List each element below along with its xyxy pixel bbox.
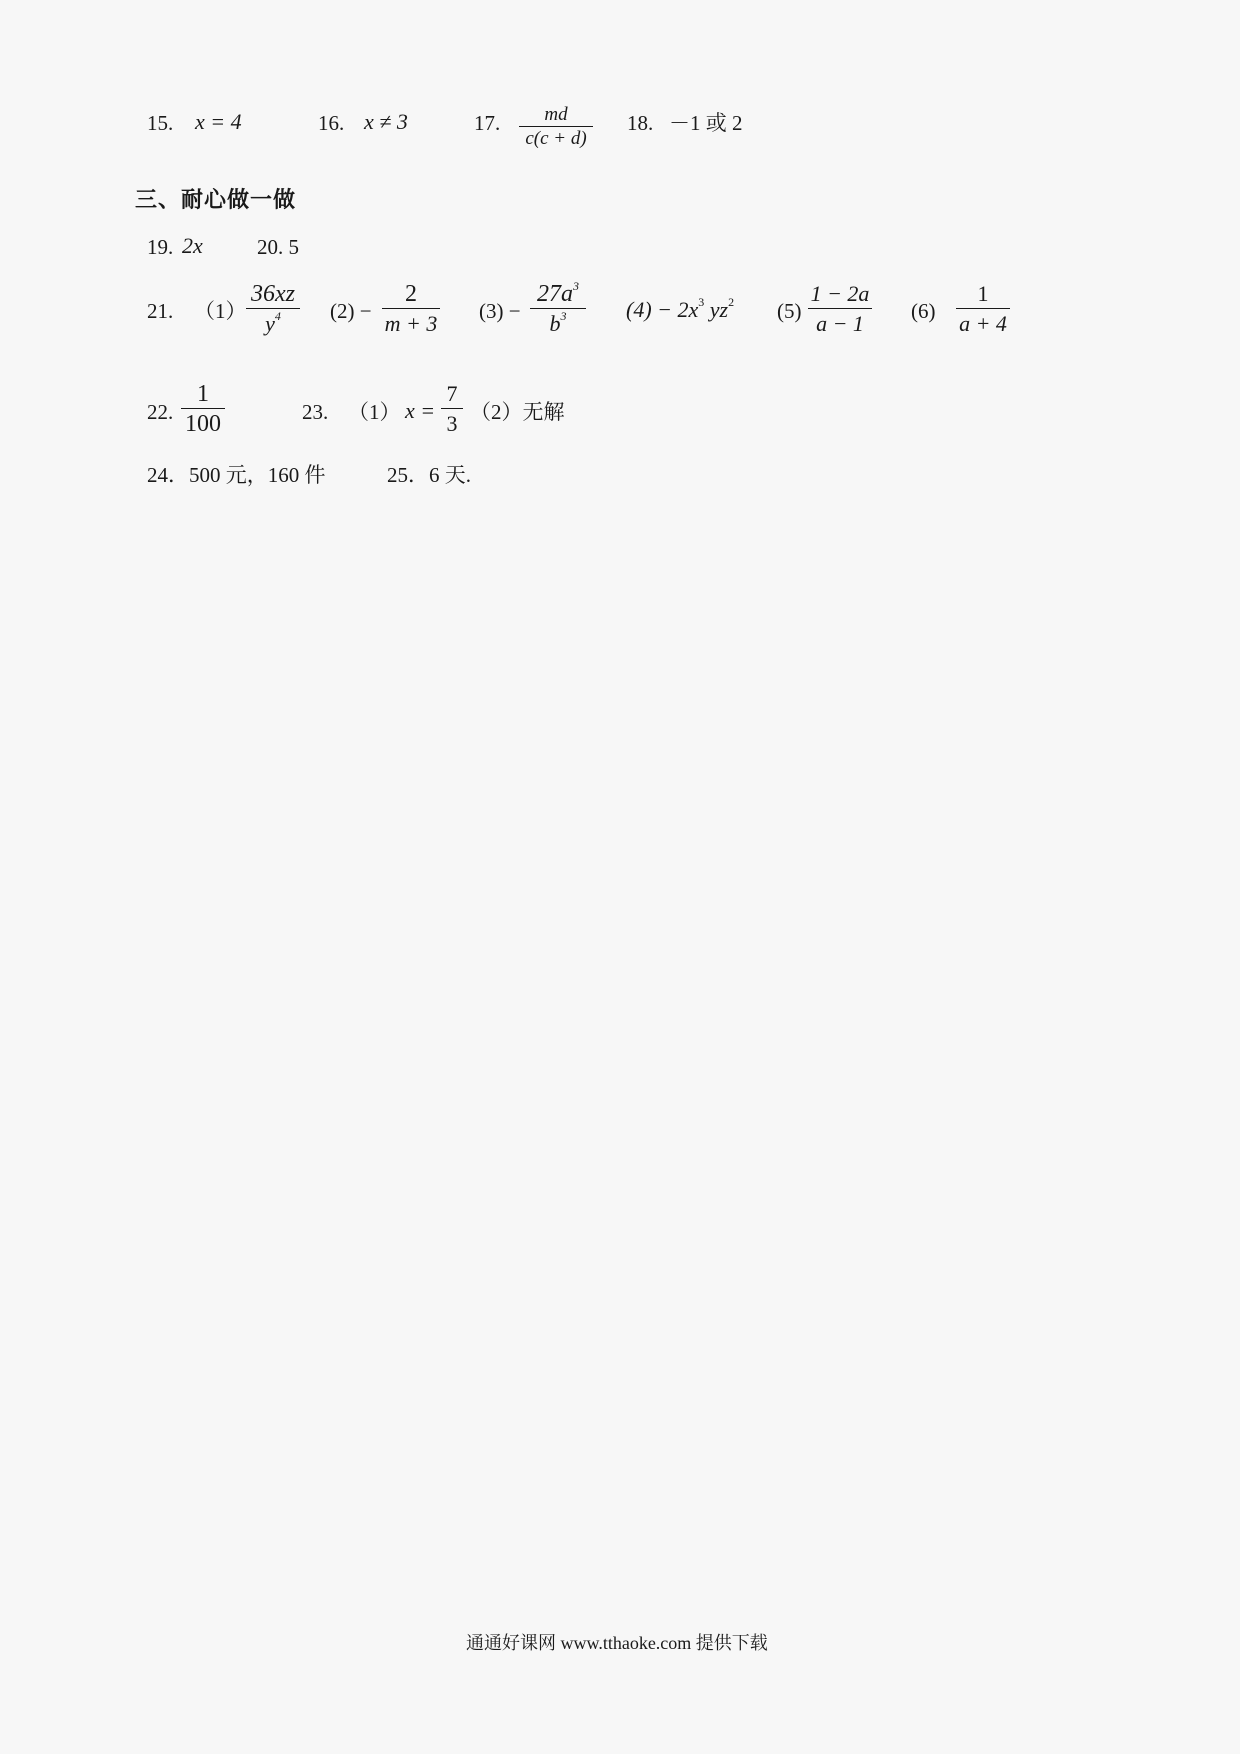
q21-part1-fraction (246, 280, 300, 339)
q21-part6-numerator: 1 (977, 281, 989, 306)
q25-answer: 25．6 天. (387, 463, 471, 487)
q15-answer: x = 4 (195, 109, 242, 134)
q21-part4-exp2: 2 (728, 295, 735, 309)
q17-fraction (519, 104, 593, 151)
q23-x: x = (405, 398, 436, 423)
q18-answer: －1 或 2 (669, 111, 743, 135)
q22-numerator: 1 (197, 381, 209, 407)
section-heading: 三、耐心做一做 (135, 187, 297, 212)
q21-part2-denominator: m + 3 (384, 311, 438, 336)
q21-number: 21. (147, 299, 174, 323)
q21-part5-denominator: a − 1 (816, 311, 864, 336)
footer-text: 通通好课网 www.tthaoke.com 提供下载 (466, 1633, 768, 1653)
q21-part1-label: （1） (194, 299, 247, 323)
q17-numerator: md (544, 104, 568, 125)
q21-part6-label: (6) (911, 299, 936, 323)
q21-part2-fraction (382, 280, 440, 339)
q23-denominator: 3 (446, 411, 458, 436)
q18-number: 18. (627, 111, 654, 135)
q21-part4-lead: (4) − 2x (626, 297, 699, 322)
q21-part5-numerator: 1 − 2a (810, 281, 870, 306)
q22-fraction (181, 380, 225, 439)
q23-numerator: 7 (446, 381, 458, 406)
q16-answer: x ≠ 3 (364, 109, 408, 134)
q21-part4-exp1: 3 (698, 295, 705, 309)
q21-part6-fraction (956, 280, 1010, 339)
q22-denominator: 100 (185, 411, 221, 437)
q21-part3-num-exp: 3 (573, 279, 579, 293)
q21-part5-fraction (808, 280, 872, 339)
q16-number: 16. (318, 111, 345, 135)
q24-answer: 24．500 元，160 件 (147, 463, 326, 487)
q21-part2-numerator: 2 (405, 281, 417, 307)
q21-part4-mid: yz (704, 297, 729, 322)
q21-part1-denominator (246, 309, 300, 339)
q23-number: 23. (302, 400, 329, 424)
q21-part1-den-base: y (265, 311, 275, 336)
q21-part1-numerator: 36xz (251, 281, 295, 307)
q23-part1-label: （1） (348, 400, 401, 424)
q21-part3-den-base: b (549, 311, 561, 336)
q21-part3-numerator (530, 280, 586, 308)
q17-denominator: c(c + d) (525, 128, 587, 149)
q21-part2-label: (2) − (330, 299, 372, 323)
q15-number: 15. (147, 111, 174, 135)
q21-part4-answer (626, 297, 734, 323)
q23-fraction (441, 380, 463, 439)
q19-number: 19. (147, 235, 174, 259)
q19-answer: 2x (182, 233, 203, 258)
q23-part2: （2）无解 (470, 400, 565, 424)
q21-part6-denominator: a + 4 (959, 311, 1007, 336)
q21-part3-den-exp: 3 (560, 309, 567, 323)
q22-number: 22. (147, 400, 174, 424)
q21-part5-label: (5) (777, 299, 802, 323)
q20-answer: 20. 5 (257, 235, 299, 259)
q21-part3-label: (3) − (479, 299, 521, 323)
q21-part3-denominator (530, 309, 586, 339)
q17-number: 17. (474, 111, 501, 135)
q21-part3-num-base: 27a (537, 281, 573, 307)
q21-part3-fraction (530, 280, 586, 339)
q21-part1-den-exp: 4 (274, 309, 281, 323)
